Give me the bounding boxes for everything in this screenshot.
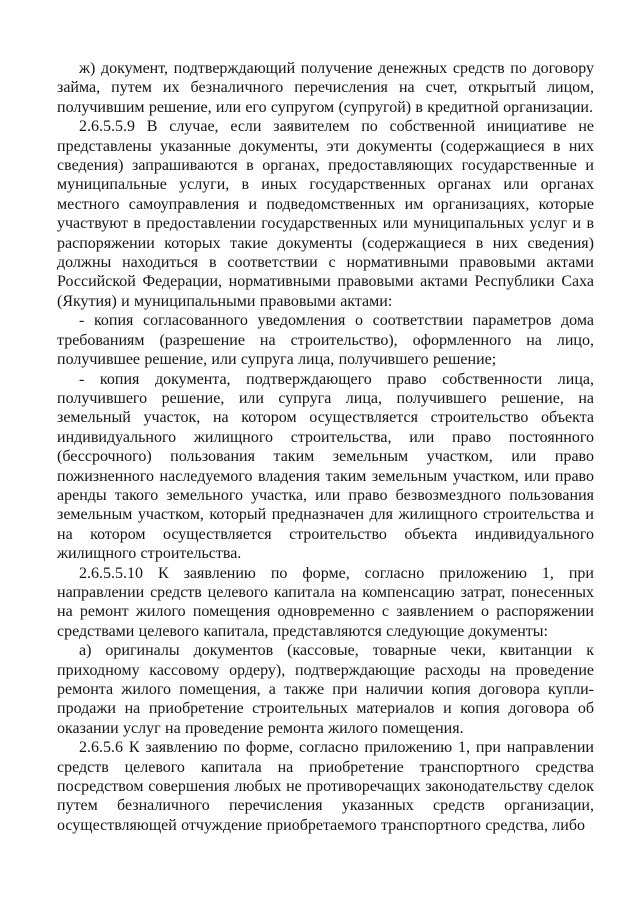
paragraph-dash-notification-copy: - копия согласованного уведомления о соответствии параметров дома требованиям (разрешение на строительство), оформленного на лицо, получившее решение, или супруга лица, получившего решение; [57,312,594,369]
document-text-block [57,59,594,835]
paragraph-item-a: а) оригиналы документов (кассовые, товарные чеки, квитанции к приходному кассовому ордеру), подтверждающие расходы на проведение ремонта жилого помещения, а также при наличии копия договора купли-продажи на приобретение строительных материалов и копия договора об оказании услуг на проведение ремонта жилого помещения. [57,642,594,737]
paragraph-clause-2-6-5-6: 2.6.5.6 К заявлению по форме, согласно приложению 1, при направлении средств целевого капитала на приобретение транспортного средства посредством совершения любых не противоречащих законодательству сделок путем безналичного перечисления указанных средств организации, осуществляющей отчуждение приобретаемого транспортного средства, либо [57,739,594,834]
paragraph-dash-ownership-copy: - копия документа, подтверждающего право собственности лица, получившего решение, или супруга лица, получившего решение, на земельный участок, на котором осуществляется строительство объекта индивидуального жилищного строительства, или право постоянного (бессрочного) пользования таким земельным участком, или право пожизненного наследуемого владения таким земельным участком, или право аренды такого земельного участка, или право безвозмездного пользования земельным участком, который предназначен для жилищного строительства и на котором осуществляется строительство объекта индивидуального жилищного строительства. [57,370,594,563]
paragraph-clause-2-6-5-5-9: 2.6.5.5.9 В случае, если заявителем по собственной инициативе не представлены указанные документы, эти документы (содержащиеся в них сведения) запрашиваются в органах, предоставляющих государственные и муниципальные услуги, в иных государственных органах или органах местного самоуправления и подведомственных им организациях, которые участвуют в предоставлении государственных или муниципальных услуг и в распоряжении которых такие документы (содержащиеся в них сведения) должны находиться в соответствии с нормативными правовыми актами Российской Федерации, нормативными правовыми актами Республики Саха (Якутия) и муниципальными правовыми актами: [57,118,594,310]
paragraph-clause-2-6-5-5-10: 2.6.5.5.10 К заявлению по форме, согласно приложению 1, при направлении средств целевого капитала на компенсацию затрат, понесенных на ремонт жилого помещения одновременно с заявлением о распоряжении средствами целевого капитала, представляются следующие документы: [57,564,594,640]
paragraph-item-zh: ж) документ, подтверждающий получение денежных средств по договору займа, путем их безналичного перечисления на счет, открытый лицом, получившим решение, или его супругом (супругой) в кредитной организации. [57,60,594,116]
